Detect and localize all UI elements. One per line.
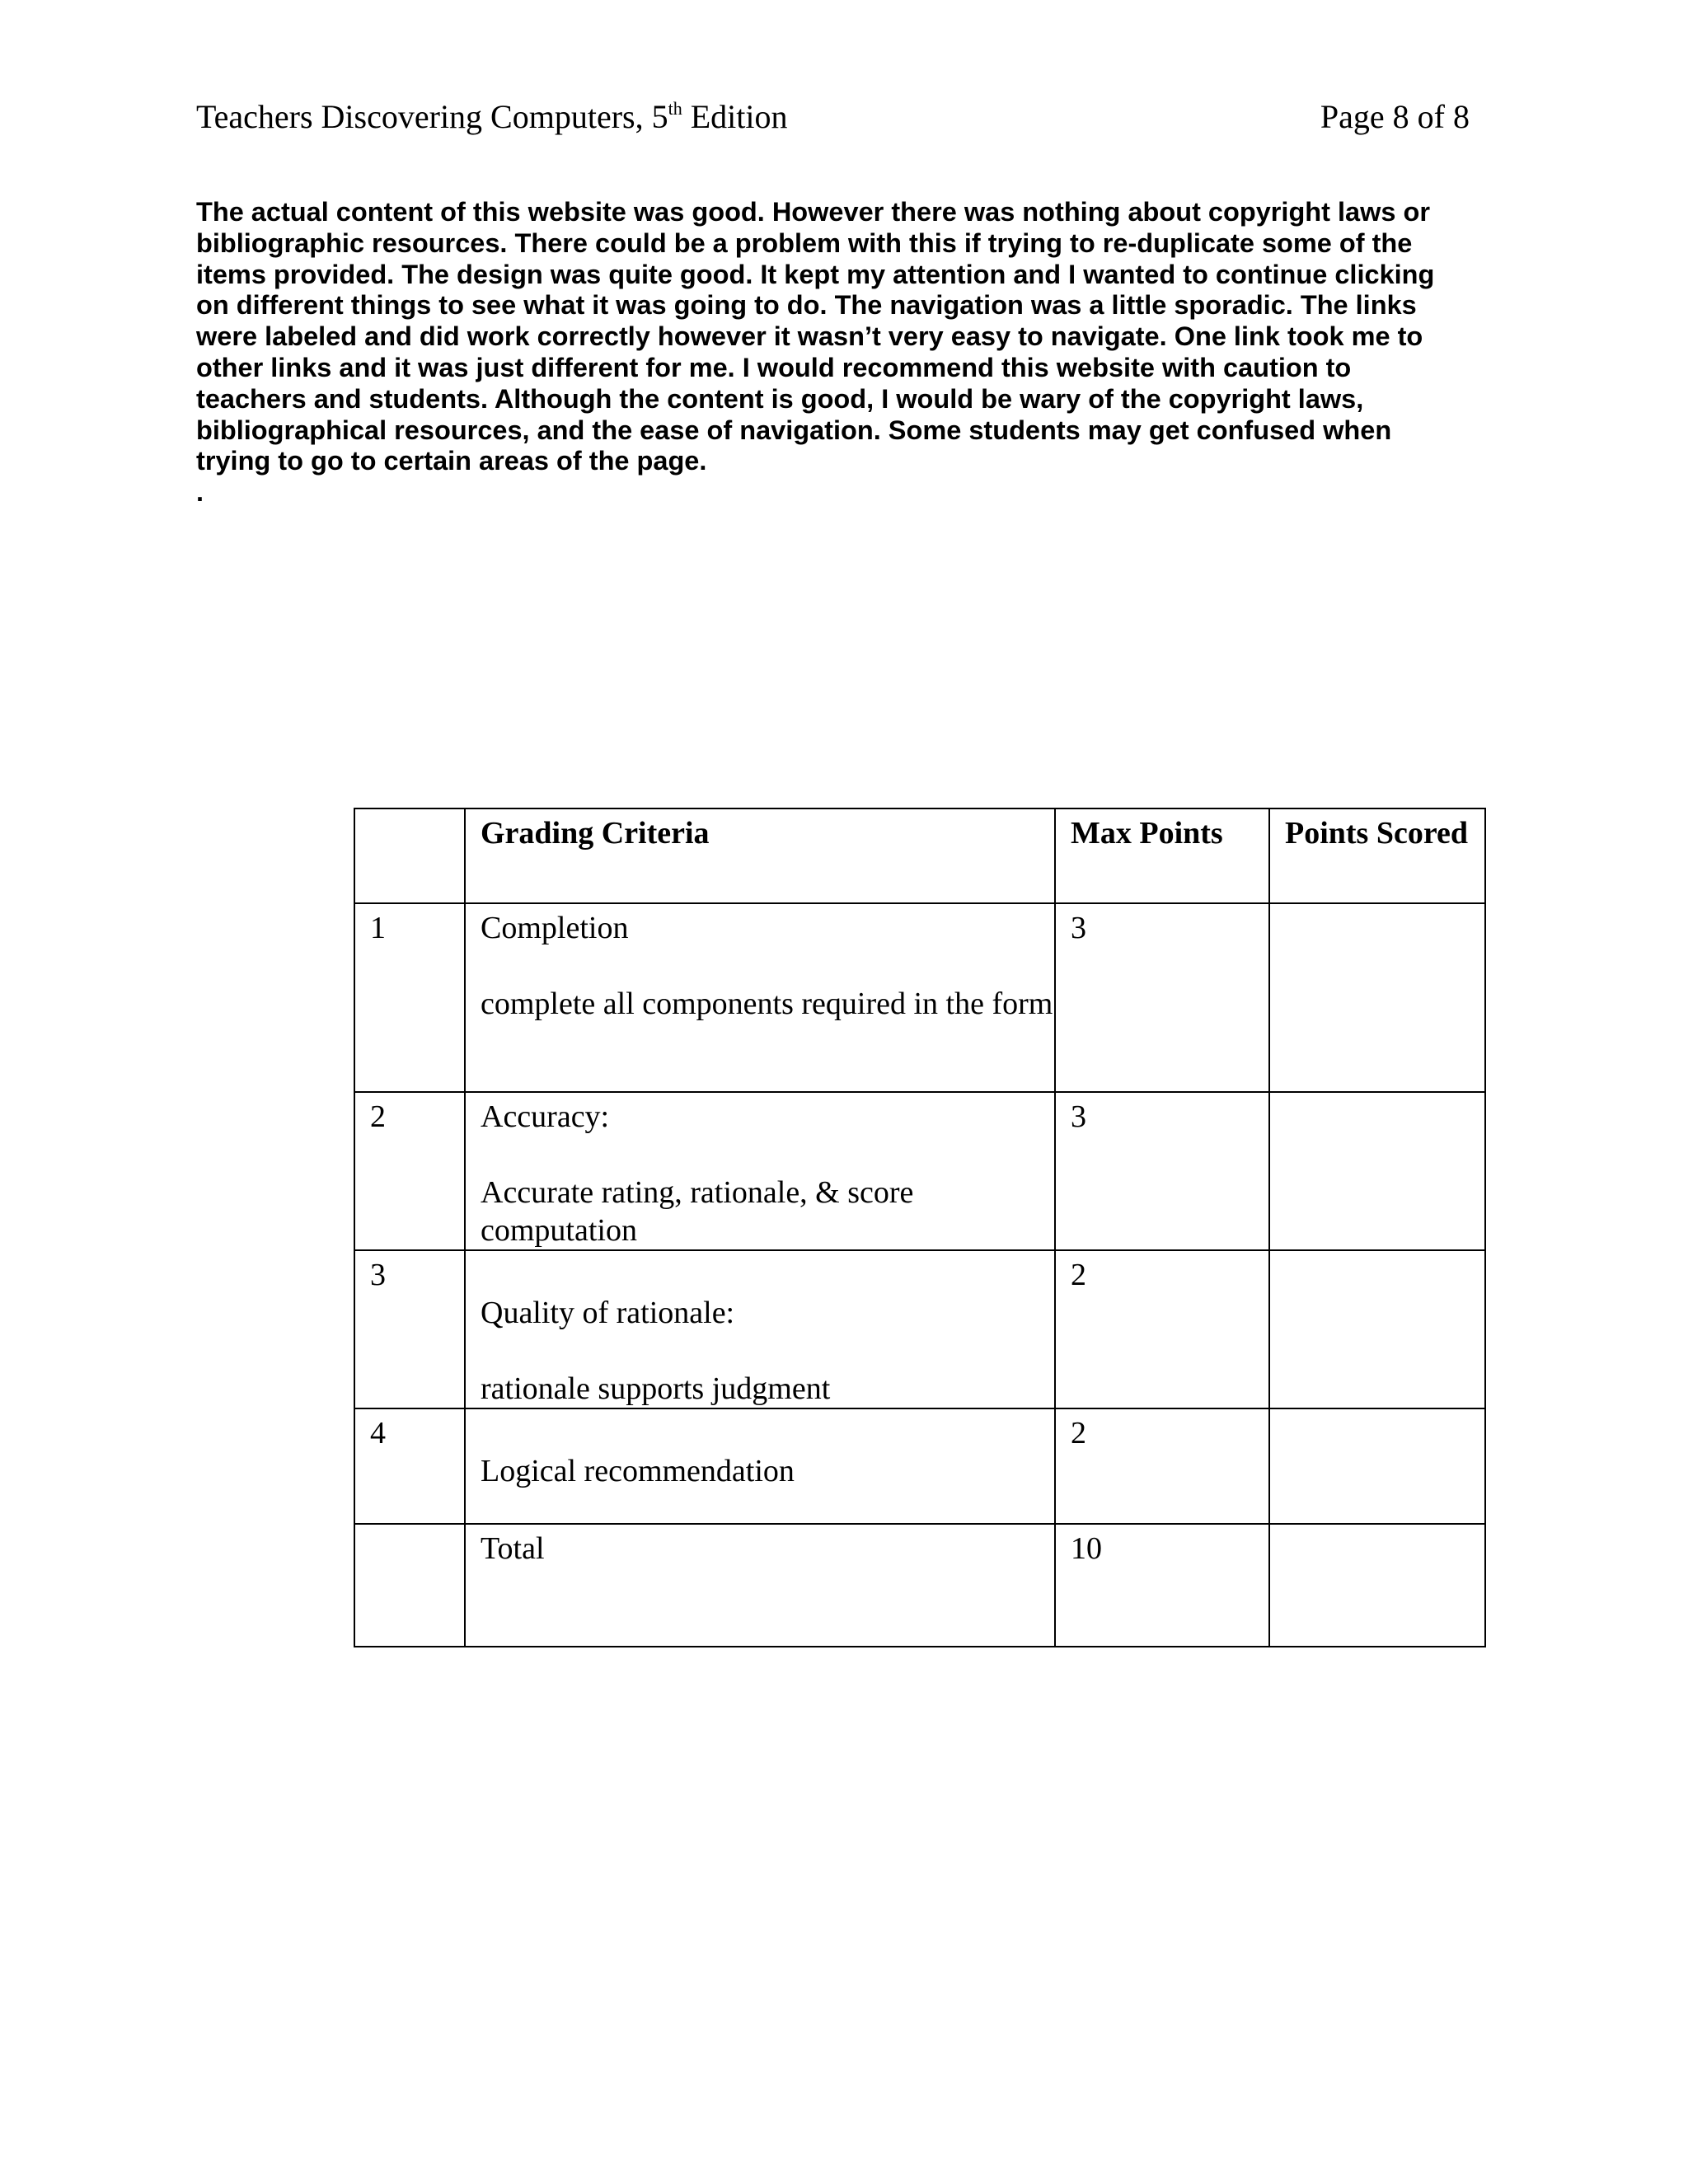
criteria-cell <box>465 1250 1055 1408</box>
max-points-cell: 2 <box>1055 1250 1269 1408</box>
criteria-detail: rationale supports judgment <box>481 1371 831 1406</box>
paragraph-line: on different things to see what it was going to do. The navigation was a little sporadic. The links <box>196 290 1417 321</box>
table-row <box>354 1250 1485 1408</box>
row-number: 2 <box>354 1092 465 1250</box>
table-header-row <box>354 808 1485 903</box>
max-points-cell: 2 <box>1055 1408 1269 1524</box>
header-title-prefix: Teachers Discovering Computers, 5 <box>196 98 668 135</box>
table-row <box>354 1092 1485 1250</box>
points-scored-cell[interactable] <box>1269 903 1485 1092</box>
table-row <box>354 903 1485 1092</box>
grading-criteria-table <box>354 808 1486 1647</box>
review-paragraph <box>196 197 1482 509</box>
page-number: Page 8 of 8 <box>1320 98 1470 135</box>
criteria-title: Logical recommendation <box>481 1454 795 1488</box>
criteria-title: Quality of rationale: <box>481 1296 735 1330</box>
paragraph-line: The actual content of this website was good. However there was nothing about copyright laws or <box>196 197 1430 227</box>
criteria-detail: complete all components required in the form <box>481 987 1053 1021</box>
points-scored-cell[interactable] <box>1269 1408 1485 1524</box>
criteria-cell <box>465 903 1055 1092</box>
header-cell-max-points: Max Points <box>1055 808 1269 903</box>
paragraph-line: were labeled and did work correctly however it wasn’t very easy to navigate. One link took me to <box>196 321 1423 352</box>
max-points-cell: 3 <box>1055 903 1269 1092</box>
row-number: 4 <box>354 1408 465 1524</box>
header-cell-points-scored: Points Scored <box>1269 808 1485 903</box>
paragraph-line: teachers and students. Although the content is good, I would be wary of the copyright laws, <box>196 383 1364 414</box>
total-max-points: 10 <box>1055 1524 1269 1647</box>
paragraph-line: other links and it was just different for me. I would recommend this website with caution to <box>196 352 1352 382</box>
criteria-cell <box>465 1092 1055 1250</box>
document-header-title <box>196 97 788 137</box>
paragraph-line: bibliographic resources. There could be a problem with this if trying to re-duplicate some of the <box>196 227 1413 258</box>
row-number: 3 <box>354 1250 465 1408</box>
total-points-scored-cell[interactable] <box>1269 1524 1485 1647</box>
header-title-suffix: Edition <box>682 98 788 135</box>
table-row <box>354 1408 1485 1524</box>
header-cell-number <box>354 808 465 903</box>
row-number: 1 <box>354 903 465 1092</box>
table-total-row <box>354 1524 1485 1647</box>
points-scored-cell[interactable] <box>1269 1250 1485 1408</box>
header-cell-criteria: Grading Criteria <box>465 808 1055 903</box>
points-scored-cell[interactable] <box>1269 1092 1485 1250</box>
paragraph-line: . <box>196 477 204 508</box>
paragraph-line: bibliographical resources, and the ease of navigation. Some students may get confused when <box>196 415 1392 445</box>
criteria-detail: Accurate rating, rationale, & score computation <box>481 1175 914 1248</box>
total-number-cell <box>354 1524 465 1647</box>
total-label: Total <box>465 1524 1055 1647</box>
paragraph-line: trying to go to certain areas of the page. <box>196 446 707 476</box>
criteria-cell <box>465 1408 1055 1524</box>
max-points-cell: 3 <box>1055 1092 1269 1250</box>
criteria-title: Completion <box>481 911 629 945</box>
header-title-superscript: th <box>668 98 682 119</box>
paragraph-line: items provided. The design was quite good. It kept my attention and I wanted to continue clicking <box>196 259 1435 289</box>
criteria-title: Accuracy: <box>481 1099 610 1134</box>
